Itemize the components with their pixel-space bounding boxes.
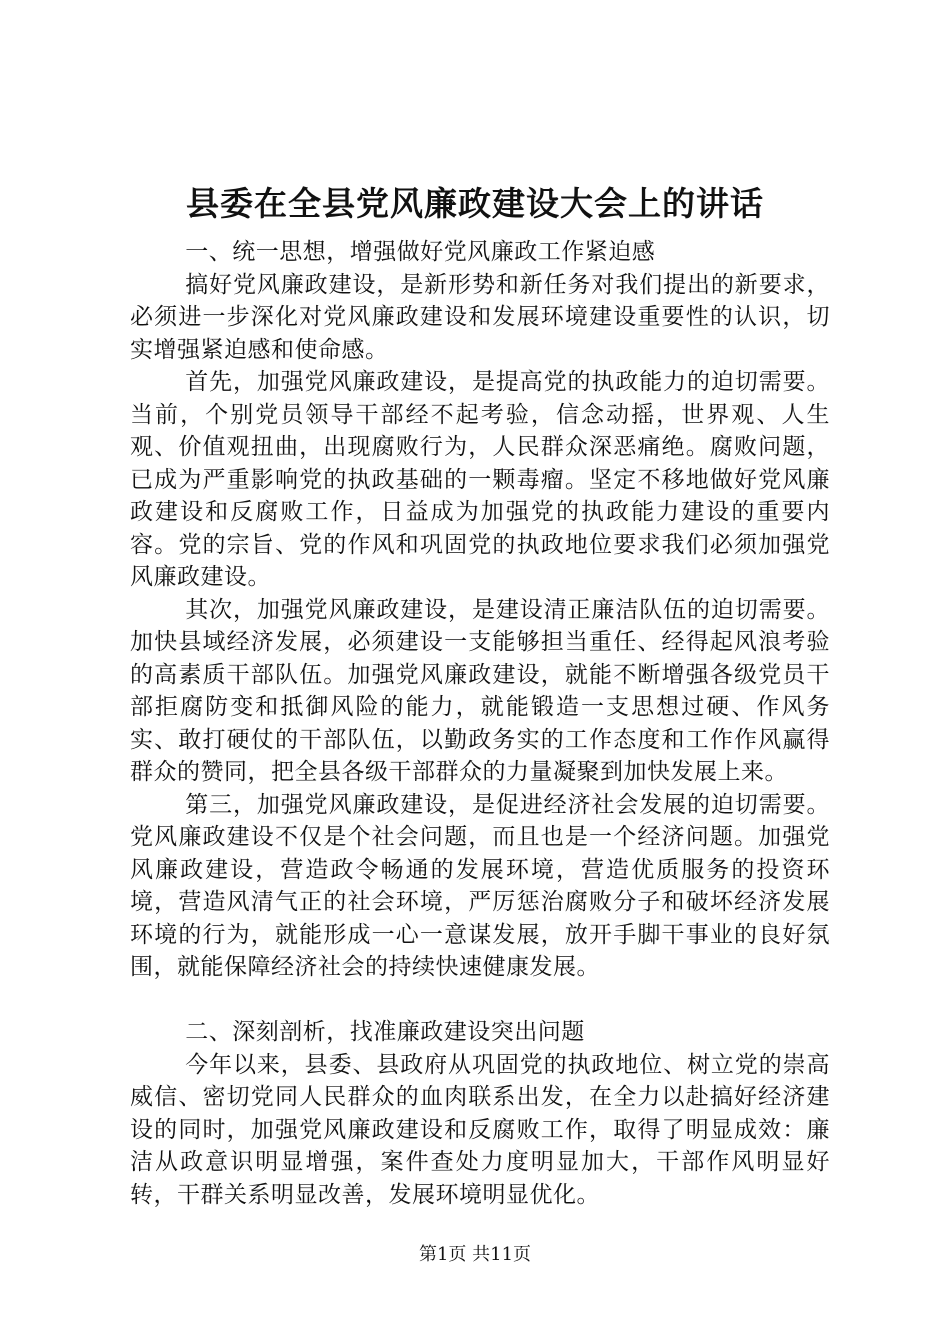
paragraph-intro: 搞好党风廉政建设，是新形势和新任务对我们提出的新要求，必须进一步深化对党风廉政建设和发展环境建设重要性的认识，切实增强紧迫感和使命感。 (130, 271, 830, 363)
blank-line (130, 984, 830, 1017)
paragraph-achievements: 今年以来，县委、县政府从巩固党的执政地位、树立党的崇高威信、密切党同人民群众的血肉联系出发，在全力以赴搞好经济建设的同时，加强党风廉政建设和反腐败工作，取得了明显成效：廉洁从政意识明显增强，案件查处力度明显加大，干部作风明显好转，干群关系明显改善，发展环境明显优化。 (130, 1051, 830, 1208)
paragraph-third: 第三，加强党风廉政建设，是促进经济社会发展的迫切需要。党风廉政建设不仅是个社会问题，而且也是一个经济问题。加强党风廉政建设，营造政令畅通的发展环境，营造优质服务的投资环境，营造风清气正的社会环境，严厉惩治腐败分子和破坏经济发展环境的行为，就能形成一心一意谋发展，放开手脚干事业的良好氛围，就能保障经济社会的持续快速健康发展。 (130, 791, 830, 980)
section-heading-1: 一、统一思想，增强做好党风廉政工作紧迫感 (185, 239, 656, 265)
document-body (130, 236, 830, 1211)
page-footer: 第1页 共11页 (418, 1244, 532, 1265)
paragraph-first: 首先，加强党风廉政建设，是提高党的执政能力的迫切需要。当前，个别党员领导干部经不起考验，信念动摇，世界观、人生观、价值观扭曲，出现腐败行为，人民群众深恶痛绝。腐败问题，已成为严重影响党的执政基础的一颗毒瘤。坚定不移地做好党风廉政建设和反腐败工作，日益成为加强党的执政能力建设的重要内容。党的宗旨、党的作风和巩固党的执政地位要求我们必须加强党风廉政建设。 (130, 369, 830, 590)
section-heading-2: 二、深刻剖析，找准廉政建设突出问题 (185, 1019, 585, 1045)
document-title: 县委在全县党风廉政建设大会上的讲话 (186, 184, 764, 223)
paragraph-second: 其次，加强党风廉政建设，是建设清正廉洁队伍的迫切需要。加快县域经济发展，必须建设一支能够担当重任、经得起风浪考验的高素质干部队伍。加强党风廉政建设，就能不断增强各级党员干部拒腐防变和抵御风险的能力，就能锻造一支思想过硬、作风务实、敢打硬仗的干部队伍，以勤政务实的工作态度和工作作风赢得群众的赞同，把全县各级干部群众的力量凝聚到加快发展上来。 (130, 596, 830, 785)
